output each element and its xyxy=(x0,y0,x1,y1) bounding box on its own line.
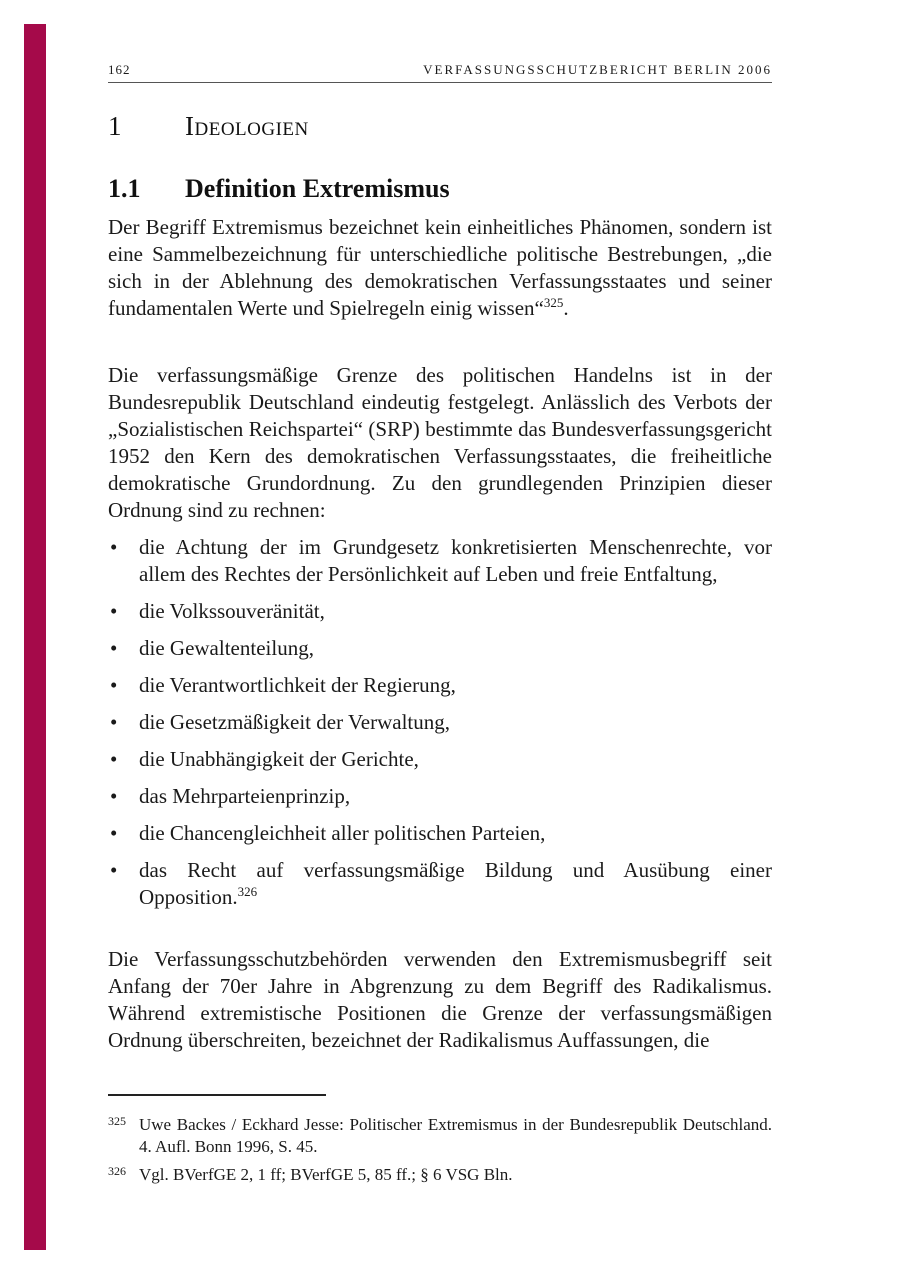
list-item xyxy=(108,857,772,911)
running-header xyxy=(108,62,772,83)
list-item-text: die Gewaltenteilung, xyxy=(139,636,314,660)
list-item xyxy=(108,635,772,662)
chapter-heading xyxy=(108,111,309,142)
list-item-text: die Chancengleichheit aller politischen Parteien, xyxy=(139,821,546,845)
list-item xyxy=(108,709,772,736)
footnote-326 xyxy=(108,1164,772,1186)
running-title: VERFASSUNGSSCHUTZBERICHT BERLIN 2006 xyxy=(423,62,772,77)
footnote-divider xyxy=(108,1094,326,1096)
bullet-icon: • xyxy=(110,858,118,882)
paragraph-definition-end: . xyxy=(563,296,569,320)
chapter-number: 1 xyxy=(108,111,122,141)
list-item-text: die Volkssouveränität, xyxy=(139,599,325,623)
list-item xyxy=(108,598,772,625)
list-item xyxy=(108,820,772,847)
list-item xyxy=(108,672,772,699)
bullet-icon: • xyxy=(110,821,118,845)
bullet-icon: • xyxy=(110,599,118,623)
footnote-ref-325[interactable]: 325 xyxy=(543,295,564,310)
list-item-text: das Recht auf verfassungsmäßige Bildung und Ausübung einer Opposition. xyxy=(139,858,772,909)
section-number: 1.1 xyxy=(108,174,141,203)
bullet-icon: • xyxy=(110,535,118,559)
side-color-bar xyxy=(24,24,46,1250)
list-item-text: die Achtung der im Grundgesetz konkretisierten Menschenrechte, vor allem des Rechtes der Persönlichkeit auf Leben und freie Entfaltung, xyxy=(139,535,772,586)
paragraph-constitutional-limit: Die verfassungsmäßige Grenze des politischen Handelns ist in der Bundesrepublik Deutschland eindeutig festgelegt. Anlässlich des Verbots der „Sozialistischen Reichspartei“ (SRP) bestimmte das Bundesverfassungsgericht 1952 den Kern des demokratischen Verfassungsstaates, die freiheitliche demokratische Grundordnung. Zu den grundlegenden Prinzipien dieser Ordnung sind zu rechnen: xyxy=(108,363,772,522)
list-item xyxy=(108,746,772,773)
list-item xyxy=(108,783,772,810)
list-item-text: die Gesetzmäßigkeit der Verwaltung, xyxy=(139,710,451,734)
footnote-mark: 326 xyxy=(108,1164,126,1178)
bullet-icon: • xyxy=(110,636,118,660)
list-item-text: die Verantwortlichkeit der Regierung, xyxy=(139,673,456,697)
chapter-title: Ideologien xyxy=(185,111,309,141)
bullet-icon: • xyxy=(110,710,118,734)
paragraph-definition-text: Der Begriff Extremismus bezeichnet kein einheitliches Phänomen, sondern ist eine Sammelbezeichnung für unterschiedliche politische Bestrebungen, „die sich in der Ablehnung des demokratischen Verfassungsstaates und seiner fundamentalen Werte und Spielregeln einig wissen“ xyxy=(108,215,772,320)
footnote-mark: 325 xyxy=(108,1114,126,1128)
list-item-text: das Mehrparteienprinzip, xyxy=(139,784,351,808)
bullet-icon: • xyxy=(110,747,118,771)
paragraph-definition xyxy=(108,214,772,322)
section-title: Definition Extremismus xyxy=(185,174,450,203)
footnote-text: Uwe Backes / Eckhard Jesse: Politischer Extremismus in der Bundesrepublik Deutschland. 4. Aufl. Bonn 1996, S. 45. xyxy=(139,1115,772,1156)
bullet-icon: • xyxy=(110,673,118,697)
footnote-325 xyxy=(108,1114,772,1158)
list-item xyxy=(108,534,772,588)
bullet-icon: • xyxy=(110,784,118,808)
page-number: 162 xyxy=(108,62,131,77)
list-item-text: die Unabhängigkeit der Gerichte, xyxy=(139,747,419,771)
footnote-text: Vgl. BVerfGE 2, 1 ff; BVerfGE 5, 85 ff.; § 6 VSG Bln. xyxy=(139,1165,513,1184)
paragraph-extremism-term: Die Verfassungsschutzbehörden verwenden den Extremismusbegriff seit Anfang der 70er Jahre in Abgrenzung zu dem Begriff des Radikalismus. Während extremistische Positionen die Grenze der verfassungsmäßigen Ordnung überschreiten, bezeichnet der Radikalismus Auffassungen, die xyxy=(108,947,772,1052)
principles-list xyxy=(108,534,772,921)
section-heading xyxy=(108,174,450,204)
footnote-ref-326[interactable]: 326 xyxy=(237,884,258,899)
